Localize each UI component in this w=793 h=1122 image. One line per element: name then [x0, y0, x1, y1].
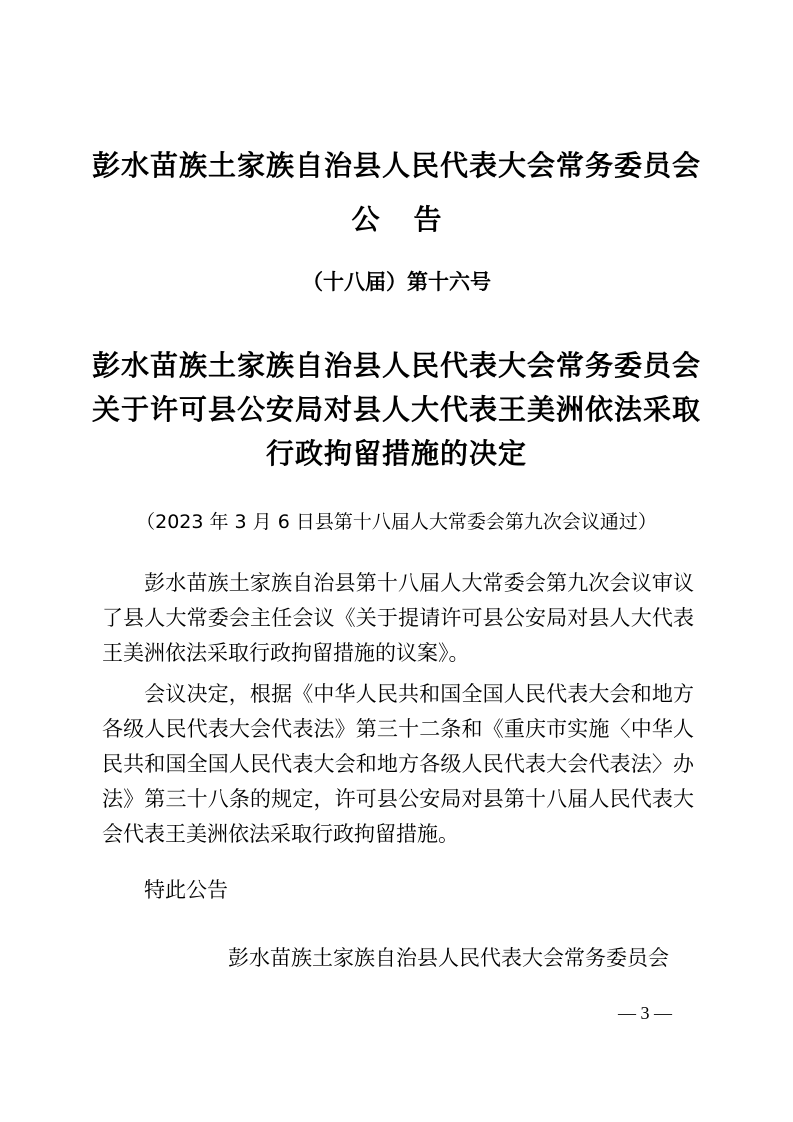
page-number: — 3 —: [618, 1003, 672, 1023]
decision-heading: [0, 344, 793, 476]
adoption-note: （2023 年 3 月 6 日县第十八届人大常委会第九次会议通过）: [136, 511, 657, 533]
body-paragraph-2-text: 会议决定，根据《中华人民共和国全国人民代表大会和地方各级人民代表大会代表法》第三十二条和《重庆市实施〈中华人民共和国全国人民代表大会和地方各级人民代表大会代表法〉办法》第三十八条的规定，许可县公安局对县第十八届人民代表大会代表王美洲依法采取行政拘留措施。: [102, 682, 694, 846]
document-number: （十八届）第十六号: [302, 270, 491, 294]
body-paragraph-1-text: 彭水苗族土家族自治县第十八届人大常委会第九次会议审议了县人大常委会主任会议《关于提请许可县公安局对县人大代表王美洲依法采取行政拘留措施的议案》。: [102, 571, 694, 665]
decision-heading-line-2: 关于许可县公安局对县人大代表王美洲依法采取: [91, 393, 701, 426]
body-paragraph-1: [102, 566, 694, 671]
decision-heading-line-1: 彭水苗族土家族自治县人民代表大会常务委员会: [91, 349, 701, 382]
body-paragraph-2: [102, 677, 694, 852]
signature-issuer: 彭水苗族土家族自治县人民代表大会常务委员会: [228, 946, 669, 970]
announcement-title: 公告: [351, 203, 476, 236]
decision-heading-line-3: 行政拘留措施的决定: [265, 437, 527, 470]
closing-remark: 特此公告: [144, 878, 228, 902]
issuer-title: 彭水苗族土家族自治县人民代表大会常务委员会: [91, 149, 701, 182]
